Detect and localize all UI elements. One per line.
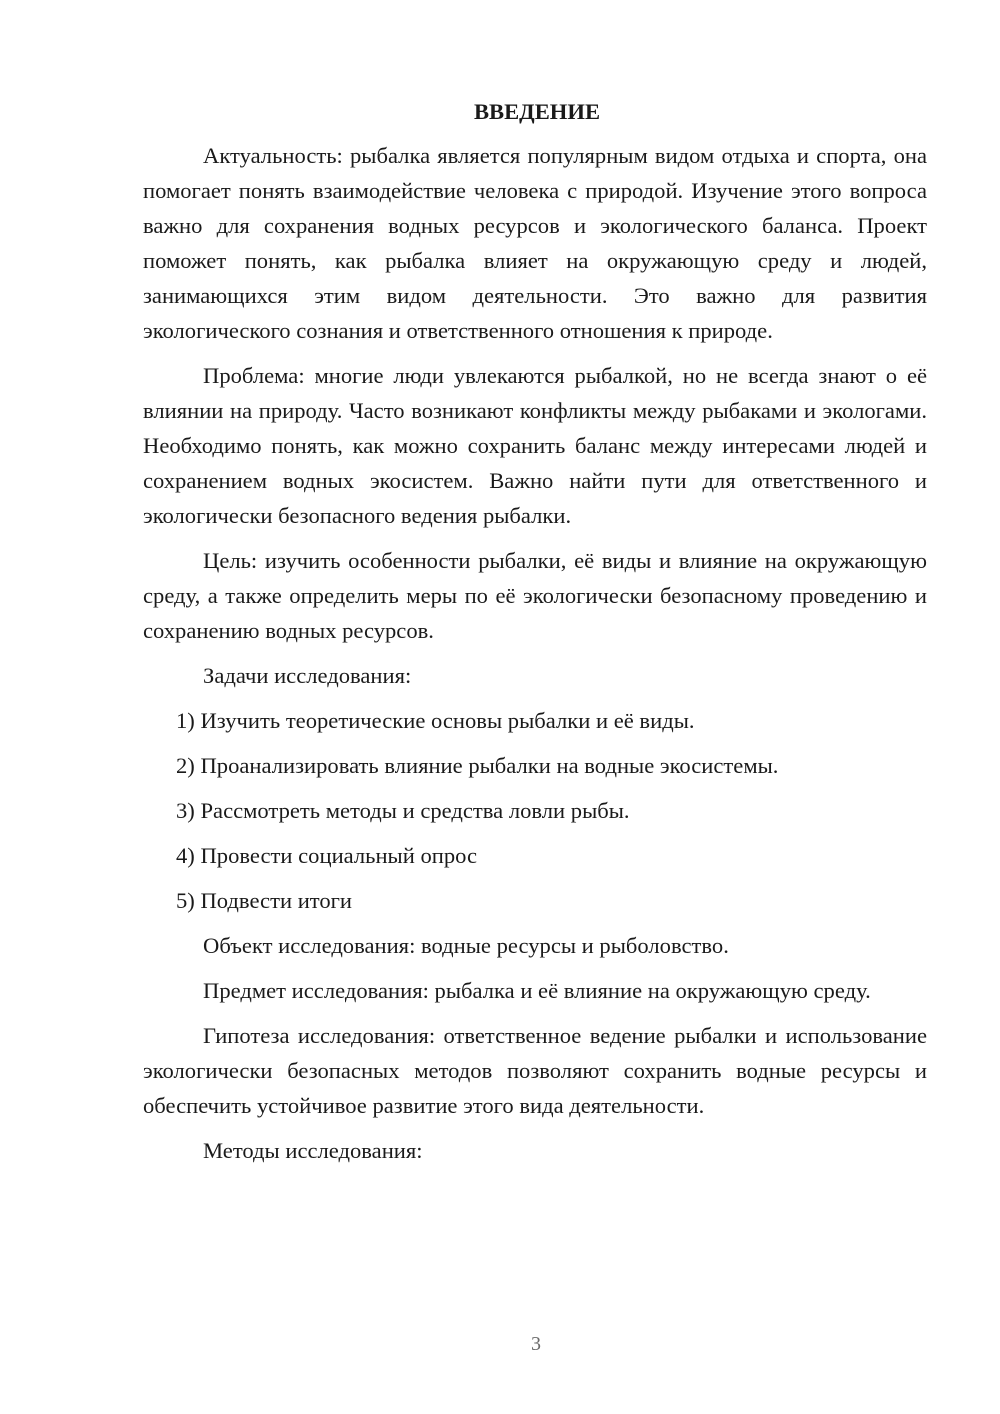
list-item: 2) Проанализировать влияние рыбалки на водные экосистемы. bbox=[176, 753, 779, 778]
paragraph-hypothesis: Гипотеза исследования: ответственное ведение рыбалки и использование экологически безопасных методов позволяют сохранить водные ресурсы и обеспечить устойчивое развитие этого вида деятельности. bbox=[143, 1023, 927, 1118]
paragraph-actuality: Актуальность: рыбалка является популярным видом отдыха и спорта, она помогает понять взаимодействие человека с природой. Изучение этого вопроса важно для сохранения водных ресурсов и экологического баланса. Проект поможет понять, как рыбалка влияет на окружающую среду и людей, занимающихся этим видом деятельности. Это важно для развития экологического сознания и ответственного отношения к природе. bbox=[143, 143, 927, 343]
list-item: 4) Провести социальный опрос bbox=[176, 843, 478, 868]
tasks-list bbox=[143, 703, 927, 918]
paragraph-problem: Проблема: многие люди увлекаются рыбалкой, но не всегда знают о её влиянии на природу. Часто возникают конфликты между рыбаками и экологами. Необходимо понять, как можно сохранить баланс между интересами людей и сохранением водных экосистем. Важно найти пути для ответственного и экологически безопасного ведения рыбалки. bbox=[143, 363, 927, 528]
page-title: ВВЕДЕНИЕ bbox=[473, 99, 601, 124]
list-item: 3) Рассмотреть методы и средства ловли рыбы. bbox=[176, 798, 630, 823]
page-number: 3 bbox=[531, 1333, 541, 1355]
paragraph-object: Объект исследования: водные ресурсы и рыболовство. bbox=[203, 933, 729, 958]
list-item: 1) Изучить теоретические основы рыбалки и её виды. bbox=[176, 708, 695, 733]
tasks-heading: Задачи исследования: bbox=[203, 663, 412, 688]
paragraph-subject: Предмет исследования: рыбалка и её влияние на окружающую среду. bbox=[203, 978, 871, 1003]
document-page bbox=[143, 96, 927, 1178]
list-item: 5) Подвести итоги bbox=[176, 888, 353, 913]
paragraph-goal: Цель: изучить особенности рыбалки, её виды и влияние на окружающую среду, а также определить меры по её экологически безопасному проведению и сохранению водных ресурсов. bbox=[143, 548, 927, 643]
methods-heading: Методы исследования: bbox=[203, 1138, 423, 1163]
